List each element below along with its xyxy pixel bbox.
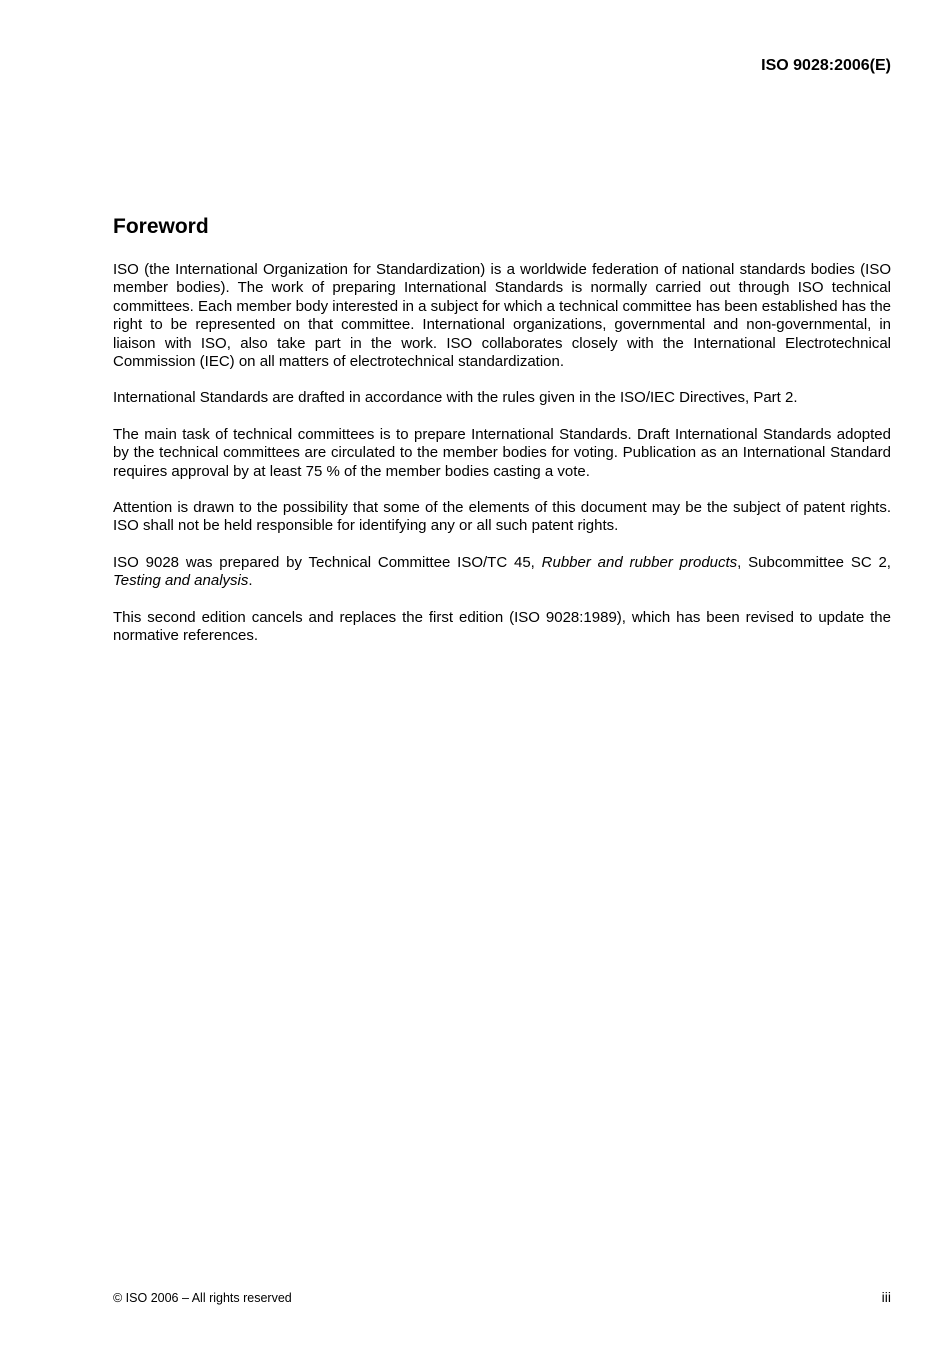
page-number: iii <box>881 1289 891 1305</box>
document-id: ISO 9028:2006(E) <box>761 57 891 74</box>
paragraph-patent-rights: Attention is drawn to the possibility that some of the elements of this document may be the subject of patent rights. ISO shall not be held responsible for identifying any or all such patent rights. <box>113 499 891 535</box>
paragraph-edition-note: This second edition cancels and replaces the first edition (ISO 9028:1989), which has been revised to update the normative references. <box>113 608 891 645</box>
prepared-text-3: . <box>248 572 253 590</box>
prepared-text-2: , Subcommittee SC 2, <box>737 553 891 571</box>
paragraph-prepared-by <box>113 554 891 591</box>
copyright-notice: © ISO 2006 – All rights reserved <box>113 1291 292 1305</box>
paragraph-iso-intro: ISO (the International Organization for Standardization) is a worldwide federation of national standards bodies (ISO member bodies). The work of preparing International Standards is normally carried out through ISO technical committees. Each member body interested in a subject for which a technical committee has been established has the right to be represented on that committee. International organizations, governmental and non-governmental, in liaison with ISO, also take part in the work. ISO collaborates closely with the International Electrotechnical Commission (IEC) on all matters of electrotechnical standardization. <box>113 261 891 371</box>
section-title: Foreword <box>113 215 209 238</box>
paragraph-committee-task: The main task of technical committees is to prepare International Standards. Draft International Standards adopted by the technical committees are circulated to the member bodies for voting. Publication as an International Standard requires approval by at least 75 % of the member bodies casting a vote. <box>113 425 891 480</box>
prepared-text-1: ISO 9028 was prepared by Technical Committee ISO/TC 45, <box>113 553 542 571</box>
paragraph-directives: International Standards are drafted in accordance with the rules given in the ISO/IEC Directives, Part 2. <box>113 389 798 407</box>
subcommittee-title: Testing and analysis <box>113 572 249 590</box>
committee-title: Rubber and rubber products <box>541 553 738 571</box>
foreword-section <box>113 212 891 664</box>
